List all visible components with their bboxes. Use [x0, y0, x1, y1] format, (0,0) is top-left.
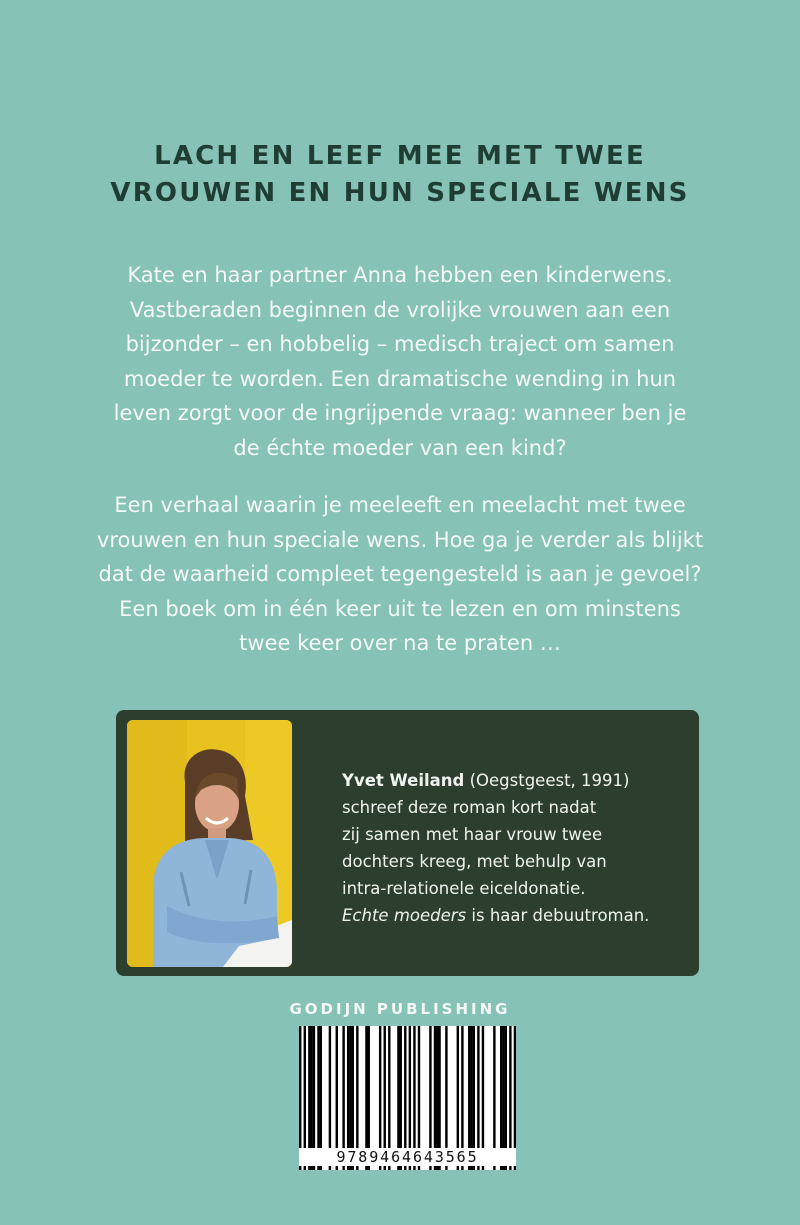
blurb-line: dat de waarheid compleet tegengesteld is aan je gevoel?: [98, 562, 702, 586]
publisher-name: GODIJN PUBLISHING: [289, 1000, 511, 1018]
author-bio: [342, 767, 649, 929]
author-bio-line: schreef deze roman kort nadat: [342, 798, 597, 817]
author-bio-first-line: [342, 767, 649, 794]
author-bio-last-line: [342, 902, 649, 929]
headline-line-1: LACH EN LEEF MEE MET TWEE: [154, 141, 646, 171]
author-origin: (Oegstgeest, 1991): [464, 771, 630, 790]
book-title: Echte moeders: [342, 906, 467, 925]
author-name: Yvet Weiland: [342, 771, 465, 790]
blurb-line: moeder te worden. Een dramatische wending in hun: [123, 366, 677, 391]
author-photo: [127, 720, 292, 967]
isbn-number: 9789464643565: [299, 1148, 516, 1166]
back-cover-headline: [0, 138, 800, 212]
headline-line-2: VROUWEN EN HUN SPECIALE WENS: [110, 178, 690, 208]
debut-text: is haar debuutroman.: [466, 906, 650, 925]
blurb-line: Vastberaden beginnen de vrolijke vrouwen aan een: [129, 297, 671, 322]
blurb-line: vrouwen en hun speciale wens. Hoe ga je verder als blijkt: [96, 527, 704, 552]
blurb-line: Kate en haar partner Anna hebben een kinderwens.: [127, 263, 673, 287]
blurb-paragraph-2: [0, 488, 800, 661]
blurb-line: bijzonder – en hobbelig – medisch traject om samen: [125, 332, 675, 356]
author-bio-line: zij samen met haar vrouw twee: [342, 825, 603, 844]
author-bio-line: dochters kreeg, met behulp van: [342, 852, 607, 871]
blurb-line: Een boek om in één keer uit te lezen en om minstens: [119, 596, 681, 621]
blurb-line: leven zorgt voor de ingrijpende vraag: wanneer ben je: [113, 401, 687, 425]
author-photo-illustration: [127, 720, 292, 967]
author-bio-line: intra-relationele eiceldonatie.: [342, 879, 586, 898]
author-bio-box: [116, 710, 699, 976]
blurb-line: twee keer over na te praten …: [239, 631, 561, 655]
blurb-paragraph-1: [0, 258, 800, 465]
isbn-barcode: [299, 1026, 516, 1170]
blurb-line: de échte moeder van een kind?: [233, 435, 567, 460]
blurb-line: Een verhaal waarin je meeleeft en meelacht met twee: [114, 493, 686, 517]
